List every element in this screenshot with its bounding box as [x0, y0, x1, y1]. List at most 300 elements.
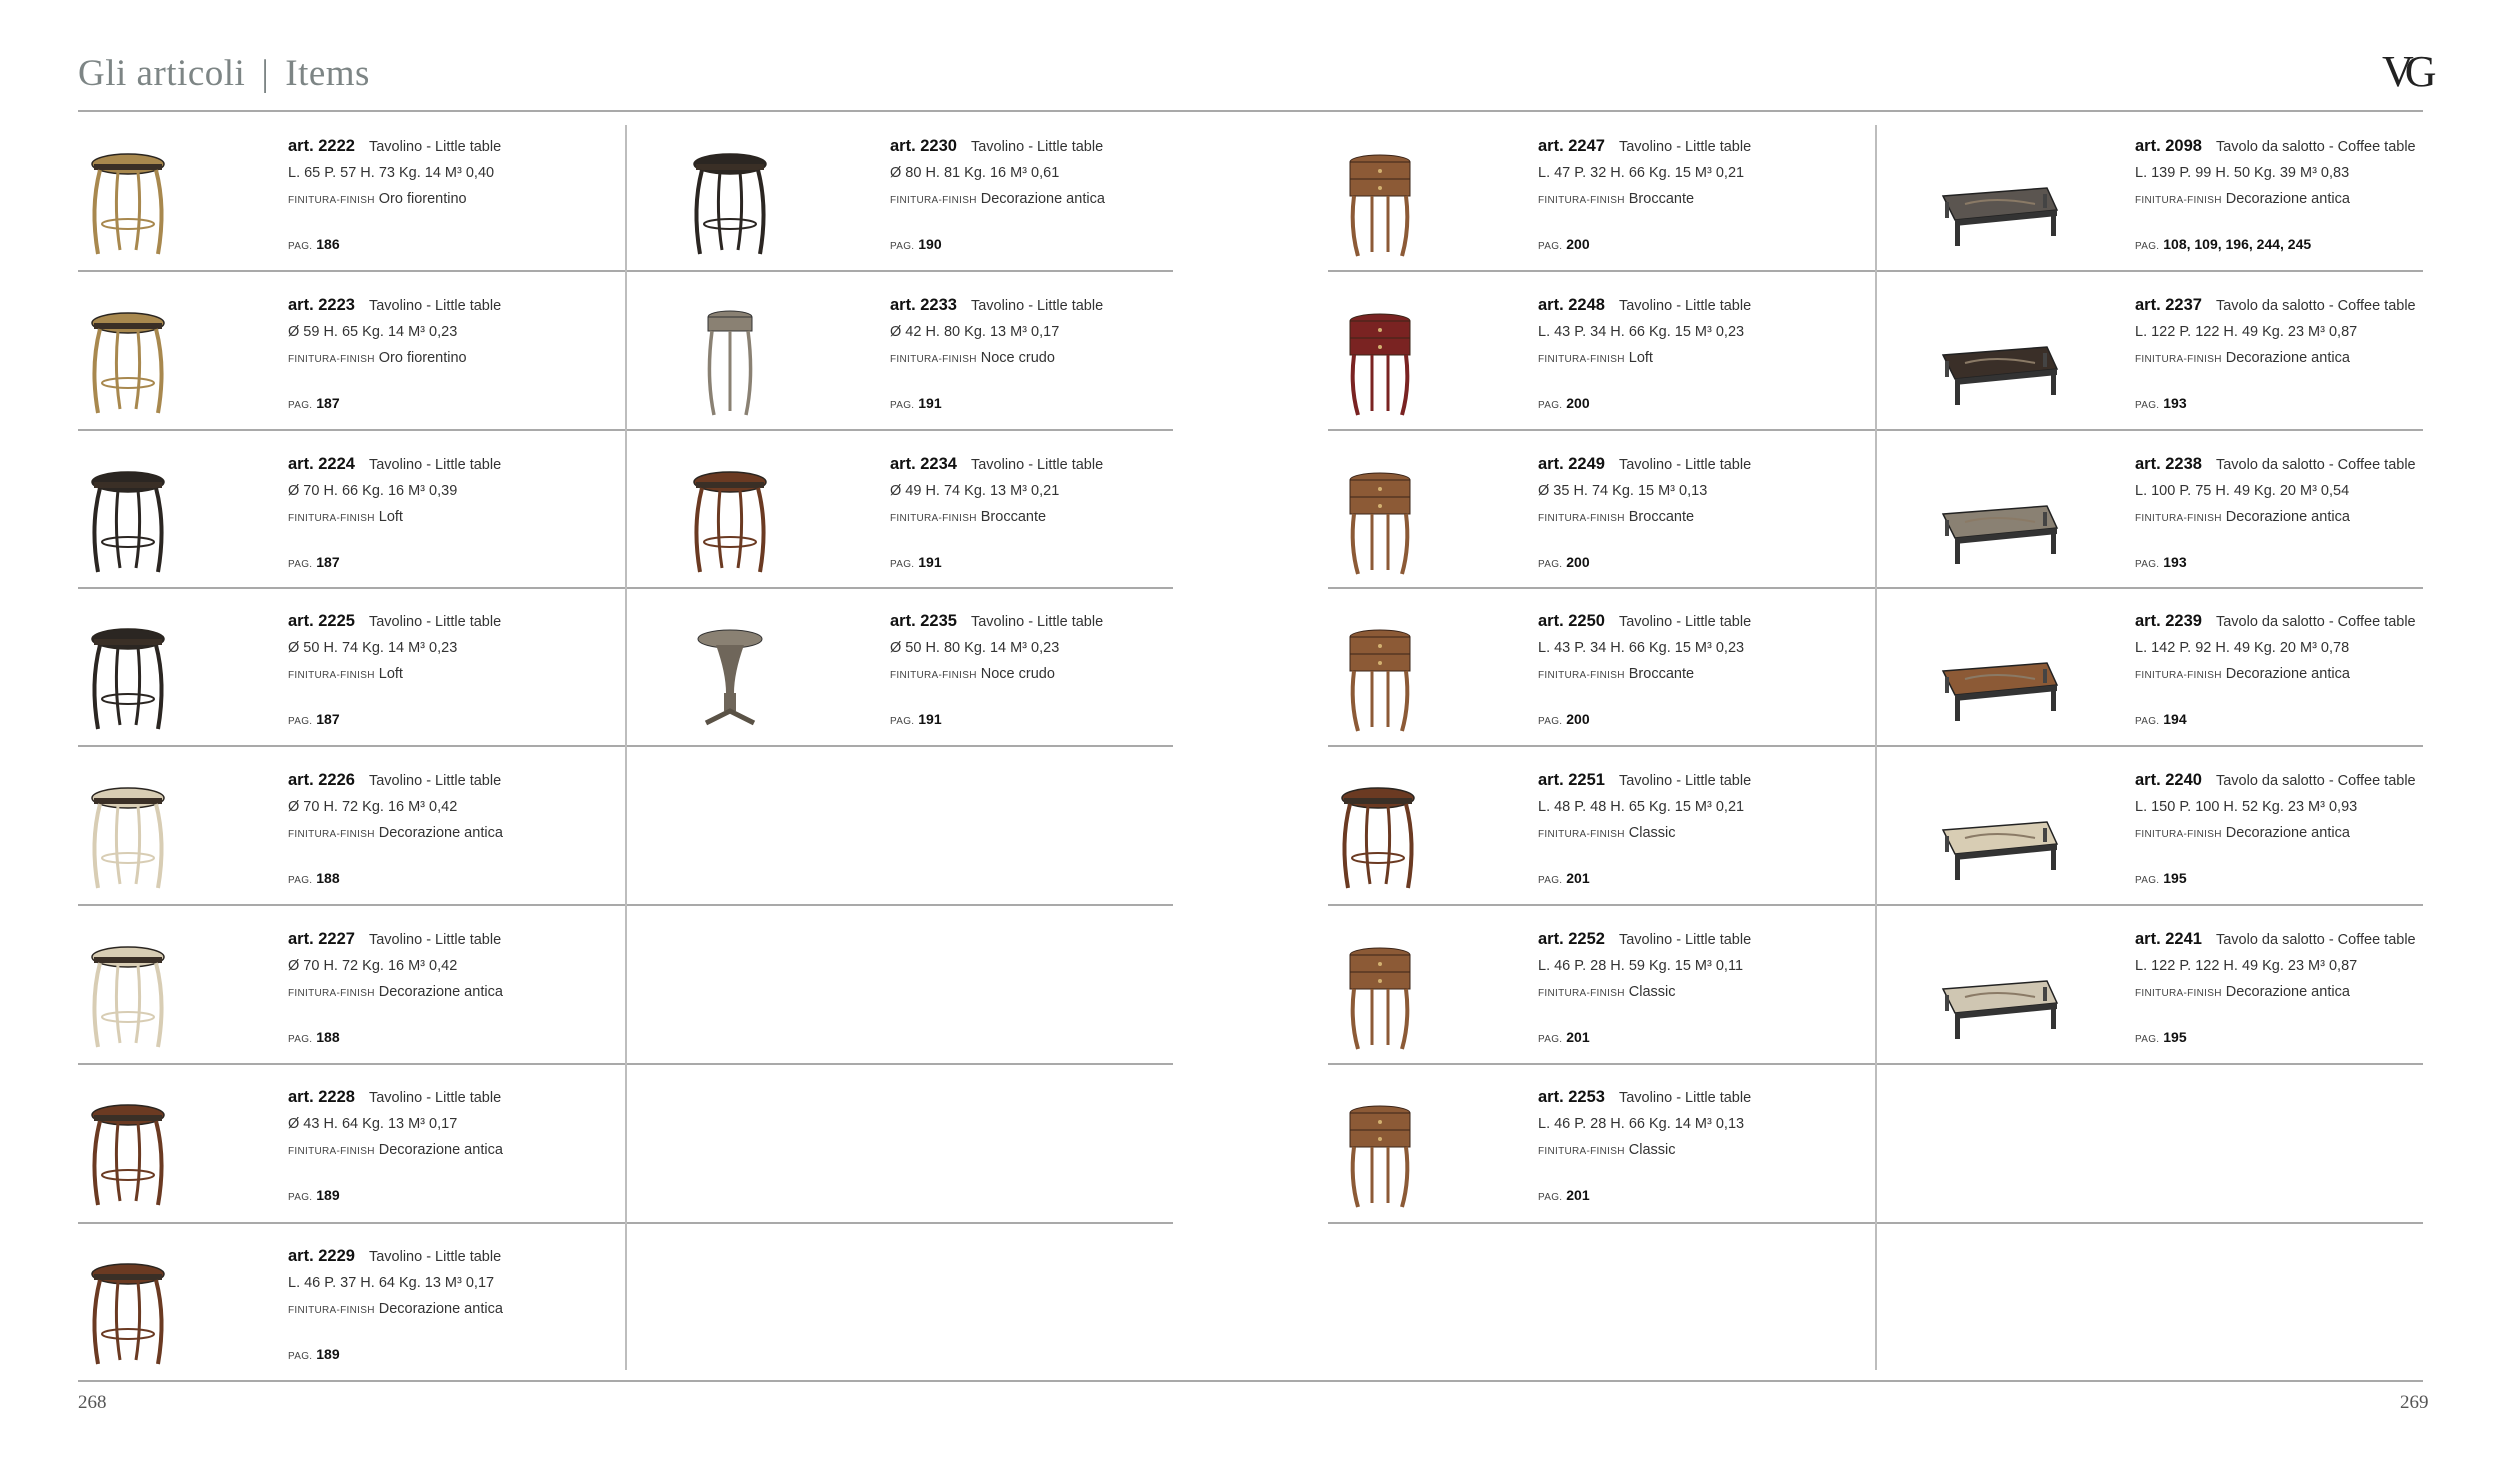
item-name: Tavolino - Little table [368, 614, 502, 630]
item-heading [1538, 1087, 1868, 1108]
item-details [288, 929, 618, 1004]
furniture-image [78, 623, 218, 735]
item-finish [890, 507, 1220, 529]
item-dimensions: L. 43 P. 34 H. 66 Kg. 15 M³ 0,23 [1538, 640, 1745, 656]
item-heading [288, 136, 618, 157]
item-finish [2135, 189, 2465, 211]
catalog-item [1328, 764, 1868, 904]
page-value: 200 [1566, 554, 1590, 570]
finish-label: FINITURA-FINISH [2135, 829, 2222, 840]
finish-value: Classic [1628, 984, 1676, 1000]
finish-value: Decorazione antica [2225, 350, 2350, 366]
item-page-ref [2135, 1029, 2187, 1045]
article-number: art. 2225 [288, 612, 355, 630]
item-dimensions: Ø 43 H. 64 Kg. 13 M³ 0,17 [288, 1116, 458, 1132]
article-number: art. 2234 [890, 455, 957, 473]
item-heading [890, 295, 1220, 316]
catalog-item [1925, 764, 2465, 904]
item-finish [890, 189, 1220, 211]
item-name: Tavolino - Little table [1618, 139, 1752, 155]
finish-value: Broccante [1628, 666, 1695, 682]
page-value: 190 [918, 236, 942, 252]
article-number: art. 2251 [1538, 771, 1605, 789]
item-dimensions: Ø 50 H. 74 Kg. 14 M³ 0,23 [288, 640, 458, 656]
brand-logo: VG [2382, 47, 2428, 96]
catalog-item [1328, 289, 1868, 429]
finish-label: FINITURA-FINISH [890, 354, 977, 365]
finish-label: FINITURA-FINISH [1538, 670, 1625, 681]
finish-value: Noce crudo [980, 666, 1055, 682]
catalog-item [78, 923, 618, 1063]
item-finish [2135, 507, 2465, 529]
column-divider [625, 125, 627, 1370]
finish-label: FINITURA-FINISH [288, 354, 375, 365]
page-value: 200 [1566, 711, 1590, 727]
item-heading [890, 136, 1220, 157]
item-heading [890, 611, 1220, 632]
article-number: art. 2252 [1538, 930, 1605, 948]
item-name: Tavolino - Little table [368, 457, 502, 473]
item-name: Tavolino - Little table [1618, 773, 1752, 789]
item-details [288, 770, 618, 845]
page-label: PAG. [288, 400, 313, 411]
item-page-ref [1538, 554, 1590, 570]
item-finish [890, 348, 1220, 370]
item-heading [288, 770, 618, 791]
finish-label: FINITURA-FINISH [288, 195, 375, 206]
finish-label: FINITURA-FINISH [890, 670, 977, 681]
furniture-image [1925, 307, 2065, 419]
item-dimensions: Ø 35 H. 74 Kg. 15 M³ 0,13 [1538, 483, 1708, 499]
item-details [1538, 454, 1868, 529]
page-label: PAG. [2135, 241, 2160, 252]
item-details [2135, 929, 2465, 1004]
article-number: art. 2249 [1538, 455, 1605, 473]
item-finish [288, 982, 618, 1004]
item-details [1538, 295, 1868, 370]
item-details [2135, 295, 2465, 370]
furniture-image [680, 466, 820, 578]
item-name: Tavolino - Little table [1618, 614, 1752, 630]
item-page-ref [1538, 1029, 1590, 1045]
finish-value: Broccante [980, 509, 1047, 525]
item-dimensions: Ø 70 H. 72 Kg. 16 M³ 0,42 [288, 799, 458, 815]
item-heading [288, 454, 618, 475]
page-value: 191 [918, 711, 942, 727]
furniture-image [1328, 466, 1468, 578]
furniture-image [1925, 148, 2065, 260]
catalog-item [1328, 923, 1868, 1063]
item-dimensions: Ø 50 H. 80 Kg. 14 M³ 0,23 [890, 640, 1060, 656]
finish-value: Decorazione antica [2225, 825, 2350, 841]
item-heading [1538, 454, 1868, 475]
page-label: PAG. [288, 1351, 313, 1362]
item-heading [288, 929, 618, 950]
item-details [890, 611, 1220, 686]
finish-label: FINITURA-FINISH [1538, 829, 1625, 840]
finish-value: Oro fiorentino [378, 350, 467, 366]
article-number: art. 2241 [2135, 930, 2202, 948]
finish-value: Broccante [1628, 509, 1695, 525]
page-value: 195 [2163, 1029, 2187, 1045]
item-page-ref [2135, 236, 2311, 252]
furniture-image [78, 307, 218, 419]
catalog-item [1925, 605, 2465, 745]
item-page-ref [288, 1187, 340, 1203]
page-label: PAG. [1538, 716, 1563, 727]
item-dimensions: L. 65 P. 57 H. 73 Kg. 14 M³ 0,40 [288, 165, 495, 181]
furniture-image [680, 623, 820, 735]
item-finish [288, 189, 618, 211]
article-number: art. 2238 [2135, 455, 2202, 473]
article-number: art. 2233 [890, 296, 957, 314]
item-details [288, 136, 618, 211]
furniture-image [1328, 148, 1468, 260]
item-heading [890, 454, 1220, 475]
item-name: Tavolo da salotto - Coffee table [2215, 932, 2416, 948]
item-dimensions: L. 47 P. 32 H. 66 Kg. 15 M³ 0,21 [1538, 165, 1745, 181]
article-number: art. 2228 [288, 1088, 355, 1106]
finish-value: Noce crudo [980, 350, 1055, 366]
page-value: 189 [316, 1187, 340, 1203]
page-number-left: 268 [78, 1392, 107, 1413]
page-label: PAG. [288, 875, 313, 886]
item-page-ref [2135, 870, 2187, 886]
item-page-ref [1538, 1187, 1590, 1203]
finish-label: FINITURA-FINISH [288, 670, 375, 681]
finish-value: Decorazione antica [2225, 191, 2350, 207]
finish-label: FINITURA-FINISH [2135, 195, 2222, 206]
page-label: PAG. [1538, 1192, 1563, 1203]
page-label: PAG. [2135, 716, 2160, 727]
item-name: Tavolo da salotto - Coffee table [2215, 773, 2416, 789]
furniture-image [1925, 941, 2065, 1053]
article-number: art. 2247 [1538, 137, 1605, 155]
item-finish [2135, 348, 2465, 370]
item-heading [1538, 611, 1868, 632]
item-finish [1538, 823, 1868, 845]
row-divider [78, 1380, 2423, 1382]
page-value: 187 [316, 395, 340, 411]
item-heading [1538, 770, 1868, 791]
item-heading [2135, 770, 2465, 791]
page-label: PAG. [1538, 559, 1563, 570]
item-details [288, 1087, 618, 1162]
catalog-item [78, 289, 618, 429]
item-details [2135, 611, 2465, 686]
item-name: Tavolino - Little table [970, 139, 1104, 155]
finish-label: FINITURA-FINISH [1538, 195, 1625, 206]
item-page-ref [288, 711, 340, 727]
catalog-item [1925, 923, 2465, 1063]
column-divider [1875, 125, 1877, 1370]
item-page-ref [1538, 236, 1590, 252]
page-value: 191 [918, 554, 942, 570]
item-dimensions: Ø 70 H. 72 Kg. 16 M³ 0,42 [288, 958, 458, 974]
finish-value: Oro fiorentino [378, 191, 467, 207]
item-page-ref [2135, 395, 2187, 411]
page-label: PAG. [2135, 400, 2160, 411]
catalog-item [1328, 1081, 1868, 1221]
page-value: 200 [1566, 236, 1590, 252]
finish-value: Decorazione antica [2225, 666, 2350, 682]
item-dimensions: Ø 70 H. 66 Kg. 16 M³ 0,39 [288, 483, 458, 499]
page-value: 187 [316, 711, 340, 727]
item-name: Tavolino - Little table [368, 932, 502, 948]
item-name: Tavolo da salotto - Coffee table [2215, 457, 2416, 473]
catalog-item [78, 1240, 618, 1380]
item-name: Tavolino - Little table [368, 773, 502, 789]
item-details [2135, 454, 2465, 529]
item-heading [2135, 295, 2465, 316]
item-heading [288, 1087, 618, 1108]
item-details [288, 295, 618, 370]
furniture-image [1925, 623, 2065, 735]
item-page-ref [288, 870, 340, 886]
finish-value: Decorazione antica [2225, 984, 2350, 1000]
finish-value: Loft [1628, 350, 1653, 366]
item-dimensions: Ø 42 H. 80 Kg. 13 M³ 0,17 [890, 324, 1060, 340]
item-page-ref [890, 554, 942, 570]
item-finish [2135, 982, 2465, 1004]
catalog-item [680, 605, 1220, 745]
item-page-ref [890, 711, 942, 727]
page-label: PAG. [890, 241, 915, 252]
item-heading [1538, 136, 1868, 157]
article-number: art. 2253 [1538, 1088, 1605, 1106]
article-number: art. 2227 [288, 930, 355, 948]
catalog-item [680, 289, 1220, 429]
page-label: PAG. [890, 559, 915, 570]
article-number: art. 2230 [890, 137, 957, 155]
item-dimensions: Ø 80 H. 81 Kg. 16 M³ 0,61 [890, 165, 1060, 181]
catalog-item [1925, 130, 2465, 270]
item-name: Tavolino - Little table [368, 139, 502, 155]
page-label: PAG. [890, 716, 915, 727]
catalog-item [1925, 448, 2465, 588]
item-name: Tavolino - Little table [368, 1249, 502, 1265]
item-dimensions: L. 46 P. 37 H. 64 Kg. 13 M³ 0,17 [288, 1275, 495, 1291]
furniture-image [78, 466, 218, 578]
item-name: Tavolino - Little table [970, 298, 1104, 314]
furniture-image [78, 1099, 218, 1211]
furniture-image [78, 782, 218, 894]
item-heading [2135, 611, 2465, 632]
item-details [890, 136, 1220, 211]
item-page-ref [1538, 870, 1590, 886]
catalog-item [78, 1081, 618, 1221]
page-label: PAG. [890, 400, 915, 411]
furniture-image [78, 941, 218, 1053]
item-dimensions: L. 46 P. 28 H. 59 Kg. 15 M³ 0,11 [1538, 958, 1744, 974]
finish-label: FINITURA-FINISH [1538, 513, 1625, 524]
furniture-image [1328, 1099, 1468, 1211]
finish-value: Loft [378, 509, 403, 525]
item-name: Tavolino - Little table [970, 457, 1104, 473]
finish-label: FINITURA-FINISH [288, 1146, 375, 1157]
page-label: PAG. [288, 559, 313, 570]
catalog-item [78, 130, 618, 270]
item-heading [288, 611, 618, 632]
item-page-ref [2135, 711, 2187, 727]
item-details [288, 611, 618, 686]
page-label: PAG. [2135, 875, 2160, 886]
item-heading [1538, 929, 1868, 950]
furniture-image [1328, 782, 1468, 894]
item-page-ref [288, 554, 340, 570]
page-value: 108, 109, 196, 244, 245 [2163, 236, 2312, 252]
article-number: art. 2250 [1538, 612, 1605, 630]
item-finish [288, 823, 618, 845]
page-value: 201 [1566, 1187, 1590, 1203]
item-details [288, 454, 618, 529]
item-name: Tavolino - Little table [970, 614, 1104, 630]
catalog-item [1328, 605, 1868, 745]
item-page-ref [890, 395, 942, 411]
item-details [288, 1246, 618, 1321]
page-number-right: 269 [2400, 1392, 2429, 1413]
page-value: 189 [316, 1346, 340, 1362]
furniture-image [680, 307, 820, 419]
furniture-image [1925, 466, 2065, 578]
item-dimensions: L. 122 P. 122 H. 49 Kg. 23 M³ 0,87 [2135, 324, 2358, 340]
item-dimensions: Ø 59 H. 65 Kg. 14 M³ 0,23 [288, 324, 458, 340]
finish-label: FINITURA-FINISH [2135, 670, 2222, 681]
item-details [1538, 929, 1868, 1004]
furniture-image [1328, 941, 1468, 1053]
item-finish [1538, 348, 1868, 370]
article-number: art. 2237 [2135, 296, 2202, 314]
item-page-ref [890, 236, 942, 252]
item-dimensions: L. 43 P. 34 H. 66 Kg. 15 M³ 0,23 [1538, 324, 1745, 340]
item-page-ref [1538, 711, 1590, 727]
page-value: 194 [2163, 711, 2187, 727]
page-label: PAG. [1538, 241, 1563, 252]
finish-label: FINITURA-FINISH [1538, 354, 1625, 365]
item-heading [2135, 136, 2465, 157]
finish-label: FINITURA-FINISH [288, 829, 375, 840]
item-name: Tavolino - Little table [368, 1090, 502, 1106]
page-label: PAG. [288, 1192, 313, 1203]
item-details [2135, 770, 2465, 845]
page-value: 200 [1566, 395, 1590, 411]
finish-label: FINITURA-FINISH [2135, 988, 2222, 999]
item-dimensions: Ø 49 H. 74 Kg. 13 M³ 0,21 [890, 483, 1060, 499]
page-value: 193 [2163, 395, 2187, 411]
finish-label: FINITURA-FINISH [890, 195, 977, 206]
finish-label: FINITURA-FINISH [288, 1305, 375, 1316]
finish-value: Decorazione antica [2225, 509, 2350, 525]
page-value: 193 [2163, 554, 2187, 570]
title-english: Items [285, 53, 370, 94]
item-finish [1538, 982, 1868, 1004]
finish-label: FINITURA-FINISH [288, 513, 375, 524]
finish-value: Decorazione antica [378, 1301, 503, 1317]
finish-value: Decorazione antica [980, 191, 1105, 207]
item-page-ref [288, 1346, 340, 1362]
page-value: 186 [316, 236, 340, 252]
item-finish [2135, 823, 2465, 845]
catalog-item [78, 448, 618, 588]
item-details [890, 454, 1220, 529]
finish-value: Decorazione antica [378, 1142, 503, 1158]
article-number: art. 2229 [288, 1247, 355, 1265]
item-page-ref [2135, 554, 2187, 570]
item-dimensions: L. 48 P. 48 H. 65 Kg. 15 M³ 0,21 [1538, 799, 1745, 815]
furniture-image [1328, 307, 1468, 419]
article-number: art. 2240 [2135, 771, 2202, 789]
page-label: PAG. [1538, 400, 1563, 411]
item-page-ref [288, 236, 340, 252]
page-label: PAG. [288, 1034, 313, 1045]
finish-value: Classic [1628, 1142, 1676, 1158]
page-value: 187 [316, 554, 340, 570]
item-details [1538, 611, 1868, 686]
article-number: art. 2239 [2135, 612, 2202, 630]
page-value: 201 [1566, 870, 1590, 886]
item-name: Tavolo da salotto - Coffee table [2215, 298, 2416, 314]
article-number: art. 2248 [1538, 296, 1605, 314]
item-finish [1538, 189, 1868, 211]
page-value: 188 [316, 870, 340, 886]
item-page-ref [288, 1029, 340, 1045]
finish-label: FINITURA-FINISH [288, 988, 375, 999]
article-number: art. 2235 [890, 612, 957, 630]
item-heading [288, 295, 618, 316]
finish-label: FINITURA-FINISH [2135, 513, 2222, 524]
item-page-ref [1538, 395, 1590, 411]
finish-value: Classic [1628, 825, 1676, 841]
item-name: Tavolino - Little table [1618, 457, 1752, 473]
item-name: Tavolo da salotto - Coffee table [2215, 139, 2416, 155]
finish-label: FINITURA-FINISH [890, 513, 977, 524]
item-finish [890, 664, 1220, 686]
article-number: art. 2222 [288, 137, 355, 155]
item-finish [288, 1299, 618, 1321]
furniture-image [78, 148, 218, 260]
catalog-item [1328, 130, 1868, 270]
item-dimensions: L. 142 P. 92 H. 49 Kg. 20 M³ 0,78 [2135, 640, 2350, 656]
item-heading [288, 1246, 618, 1267]
furniture-image [78, 1258, 218, 1370]
item-details [1538, 1087, 1868, 1162]
page-label: PAG. [288, 241, 313, 252]
catalog-item [1925, 289, 2465, 429]
item-details [890, 295, 1220, 370]
item-page-ref [288, 395, 340, 411]
page-value: 191 [918, 395, 942, 411]
item-finish [1538, 664, 1868, 686]
finish-value: Loft [378, 666, 403, 682]
title-separator: | [261, 53, 270, 94]
item-finish [1538, 1140, 1868, 1162]
finish-value: Decorazione antica [378, 825, 503, 841]
article-number: art. 2224 [288, 455, 355, 473]
page-value: 188 [316, 1029, 340, 1045]
catalog-item [1328, 448, 1868, 588]
page-value: 201 [1566, 1029, 1590, 1045]
page-label: PAG. [2135, 559, 2160, 570]
article-number: art. 2226 [288, 771, 355, 789]
item-finish [1538, 507, 1868, 529]
furniture-image [1925, 782, 2065, 894]
page-value: 195 [2163, 870, 2187, 886]
item-finish [288, 507, 618, 529]
finish-value: Broccante [1628, 191, 1695, 207]
item-dimensions: L. 139 P. 99 H. 50 Kg. 39 M³ 0,83 [2135, 165, 2350, 181]
page-label: PAG. [2135, 1034, 2160, 1045]
article-number: art. 2223 [288, 296, 355, 314]
